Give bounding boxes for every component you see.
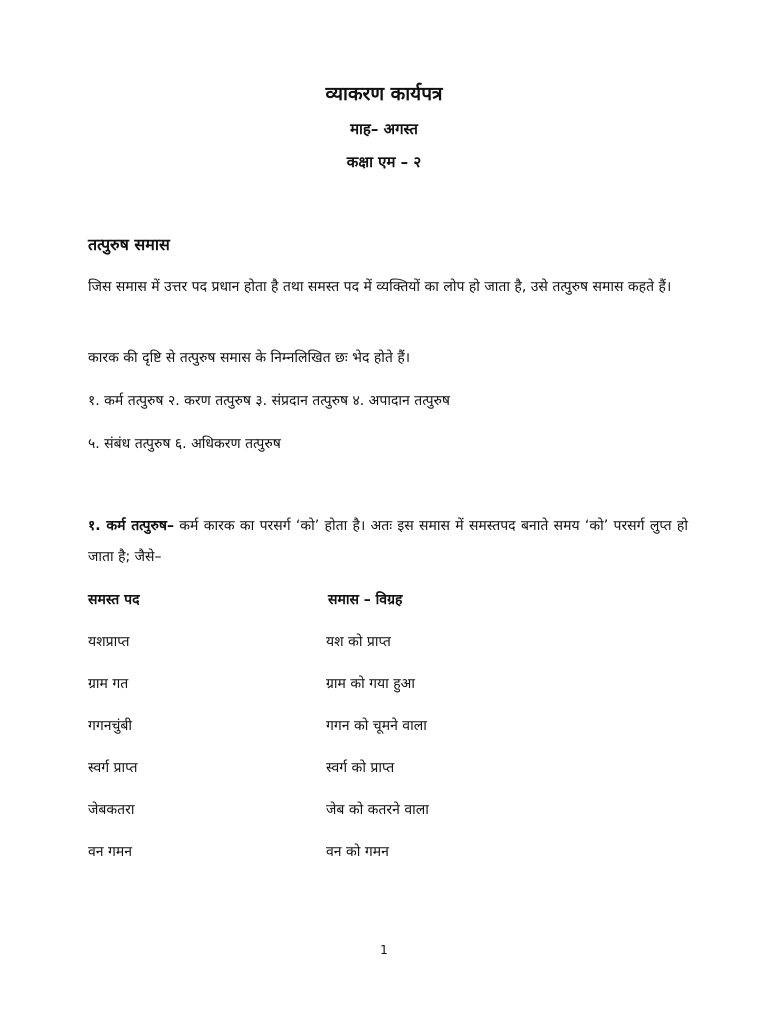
karma-tatpurush-paragraph	[88, 511, 688, 573]
compound-word: ग्राम गत	[88, 676, 129, 692]
types-intro: कारक की दृष्टि से तत्पुरुष समास के निम्नलिखित छः भेद होते हैं।	[88, 350, 411, 366]
page-number: 1	[380, 943, 388, 957]
class-line: कक्षा एम – २	[346, 153, 422, 171]
definition-paragraph: जिस समास में उत्तर पद प्रधान होता है तथा समस्त पद में व्यक्तियों का लोप हो जाता है, उसे तत्पुरुष समास कहते हैं।	[88, 279, 672, 295]
compound-analysis: वन को गमन	[326, 844, 389, 860]
compound-word: गगनचुंबी	[88, 718, 133, 734]
karma-tatpurush-text: कर्म कारक का परसर्ग ‘को’ होता है। अतः इस समास में समस्तपद बनाते समय ‘को’ परसर्ग लुप्त हो जाता है; जैसे–	[88, 518, 688, 565]
compound-analysis: ग्राम को गया हुआ	[326, 676, 415, 692]
example-table	[0, 632, 768, 884]
worksheet-title: व्याकरण कार्यपत्र	[325, 83, 443, 105]
section-heading: तत्पुरुष समास	[88, 235, 170, 254]
table-row	[0, 842, 768, 884]
table-header-compound: समस्त पद	[88, 592, 140, 608]
compound-analysis: यश को प्राप्त	[326, 634, 391, 650]
compound-analysis: गगन को चूमने वाला	[326, 718, 427, 734]
table-row	[0, 674, 768, 716]
compound-analysis: जेब को कतरने वाला	[326, 802, 429, 818]
table-row	[0, 758, 768, 800]
compound-word: वन गमन	[88, 844, 133, 860]
table-header-analysis: समास – विग्रह	[328, 592, 403, 608]
compound-word: जेबकतरा	[88, 802, 135, 818]
table-row	[0, 716, 768, 758]
compound-analysis: स्वर्ग को प्राप्त	[326, 760, 395, 776]
types-list-line-2: ५. संबंध तत्पुरुष ६. अधिकरण तत्पुरुष	[88, 436, 281, 452]
types-list-line-1: १. कर्म तत्पुरुष २. करण तत्पुरुष ३. संप्रदान तत्पुरुष ४. अपादान तत्पुरुष	[88, 393, 450, 409]
karma-tatpurush-heading: १. कर्म तत्पुरुष–	[88, 518, 174, 534]
month-line: माह– अगस्त	[350, 120, 418, 138]
compound-word: यशप्राप्त	[88, 634, 130, 650]
table-row	[0, 632, 768, 674]
table-row	[0, 800, 768, 842]
compound-word: स्वर्ग प्राप्त	[88, 760, 138, 776]
